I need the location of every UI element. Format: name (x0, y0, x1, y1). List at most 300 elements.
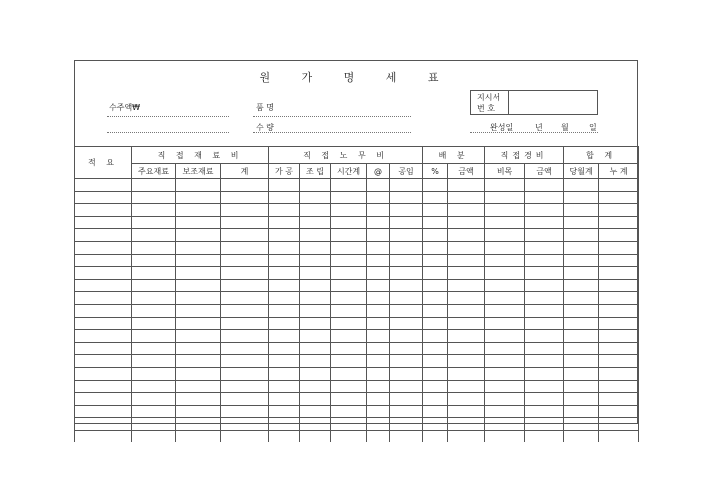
table-cell (132, 355, 176, 368)
table-cell (75, 342, 132, 355)
completion-date-line (470, 132, 598, 133)
table-cell (221, 292, 269, 305)
table-cell (176, 204, 221, 217)
table-cell (423, 191, 448, 204)
table-cell (221, 330, 269, 343)
table-cell (132, 304, 176, 317)
table-cell (423, 405, 448, 418)
table-cell (331, 191, 367, 204)
table-cell (485, 405, 525, 418)
table-cell (176, 317, 221, 330)
table-cell (599, 292, 639, 305)
table-cell (525, 418, 564, 431)
table-cell (132, 241, 176, 254)
quantity-line (253, 132, 411, 133)
summary-header: 적 요 (75, 147, 132, 179)
table-cell (525, 304, 564, 317)
table-cell (300, 179, 331, 192)
table-cell (390, 430, 423, 442)
table-cell (525, 380, 564, 393)
table-cell (75, 179, 132, 192)
table-cell (221, 342, 269, 355)
table-cell (423, 254, 448, 267)
column-header: 보조재료 (176, 164, 221, 179)
table-cell (525, 191, 564, 204)
table-cell (331, 304, 367, 317)
table-cell (423, 292, 448, 305)
table-cell (423, 229, 448, 242)
table-cell (423, 355, 448, 368)
table-cell (525, 179, 564, 192)
table-cell (564, 229, 599, 242)
number-label: 번 호 (477, 104, 495, 113)
table-cell (564, 292, 599, 305)
table-row (75, 191, 639, 204)
table-cell (448, 216, 485, 229)
table-cell (485, 204, 525, 217)
table-cell (221, 204, 269, 217)
table-cell (221, 304, 269, 317)
table-cell (75, 330, 132, 343)
table-cell (423, 279, 448, 292)
table-cell (367, 254, 390, 267)
table-cell (564, 418, 599, 431)
table-cell (331, 418, 367, 431)
table-row (75, 342, 639, 355)
table-cell (75, 279, 132, 292)
table-cell (448, 292, 485, 305)
table-cell (485, 430, 525, 442)
column-header: 주요재료 (132, 164, 176, 179)
table-cell (331, 405, 367, 418)
table-cell (331, 254, 367, 267)
table-cell (75, 355, 132, 368)
table-cell (269, 179, 300, 192)
table-row (75, 330, 639, 343)
table-cell (132, 229, 176, 242)
table-cell (485, 330, 525, 343)
table-cell (132, 216, 176, 229)
table-cell (525, 279, 564, 292)
table-cell (132, 430, 176, 442)
column-header: 금액 (448, 164, 485, 179)
instruction-number-box (470, 90, 598, 115)
table-cell (221, 380, 269, 393)
table-cell (390, 229, 423, 242)
table-cell (75, 292, 132, 305)
table-cell (331, 279, 367, 292)
table-cell (485, 191, 525, 204)
allocation-header: 배 분 (423, 147, 485, 164)
table-cell (564, 279, 599, 292)
table-cell (423, 179, 448, 192)
table-cell (599, 330, 639, 343)
table-cell (485, 355, 525, 368)
table-cell (300, 279, 331, 292)
table-row (75, 355, 639, 368)
table-cell (176, 229, 221, 242)
table-cell (423, 304, 448, 317)
table-cell (599, 216, 639, 229)
table-cell (331, 216, 367, 229)
table-row (75, 229, 639, 242)
table-cell (221, 254, 269, 267)
table-cell (331, 367, 367, 380)
table-cell (390, 367, 423, 380)
table-cell (269, 267, 300, 280)
table-cell (269, 254, 300, 267)
table-cell (390, 418, 423, 431)
table-cell (176, 304, 221, 317)
table-cell (269, 317, 300, 330)
table-cell (269, 393, 300, 406)
table-cell (485, 317, 525, 330)
table-cell (525, 355, 564, 368)
table-cell (367, 380, 390, 393)
table-cell (485, 367, 525, 380)
table-row (75, 317, 639, 330)
cost-statement-form (74, 60, 638, 424)
table-cell (132, 317, 176, 330)
year-label: 년 (535, 123, 543, 132)
table-cell (221, 179, 269, 192)
table-cell (367, 342, 390, 355)
table-cell (367, 393, 390, 406)
table-row (75, 304, 639, 317)
table-cell (269, 279, 300, 292)
table-cell (367, 241, 390, 254)
table-cell (221, 216, 269, 229)
table-cell (525, 254, 564, 267)
table-cell (564, 317, 599, 330)
table-cell (331, 330, 367, 343)
product-name-line (253, 116, 411, 117)
table-cell (75, 380, 132, 393)
table-cell (525, 430, 564, 442)
table-cell (423, 367, 448, 380)
table-cell (390, 317, 423, 330)
table-cell (564, 430, 599, 442)
table-cell (485, 279, 525, 292)
table-cell (564, 304, 599, 317)
table-cell (448, 179, 485, 192)
table-cell (485, 393, 525, 406)
table-cell (75, 430, 132, 442)
table-cell (423, 342, 448, 355)
table-cell (448, 380, 485, 393)
table-cell (300, 191, 331, 204)
table-cell (221, 405, 269, 418)
table-cell (269, 229, 300, 242)
table-row (75, 380, 639, 393)
table-cell (525, 204, 564, 217)
table-cell (176, 279, 221, 292)
table-cell (176, 254, 221, 267)
table-cell (525, 405, 564, 418)
table-cell (367, 367, 390, 380)
table-cell (75, 405, 132, 418)
table-cell (132, 267, 176, 280)
table-cell (176, 355, 221, 368)
table-cell (485, 216, 525, 229)
table-cell (599, 430, 639, 442)
table-cell (221, 355, 269, 368)
table-cell (331, 241, 367, 254)
table-cell (300, 342, 331, 355)
table-row (75, 292, 639, 305)
column-header: 공임 (390, 164, 423, 179)
table-cell (176, 241, 221, 254)
completion-date-label: 완성일 (490, 123, 514, 132)
table-cell (599, 279, 639, 292)
table-cell (269, 405, 300, 418)
table-cell (390, 191, 423, 204)
table-cell (300, 304, 331, 317)
table-cell (300, 292, 331, 305)
table-cell (599, 267, 639, 280)
table-cell (599, 229, 639, 242)
table-cell (75, 216, 132, 229)
table-cell (367, 267, 390, 280)
table-cell (75, 393, 132, 406)
table-cell (390, 405, 423, 418)
table-row (75, 179, 639, 192)
table-cell (564, 393, 599, 406)
column-header: 조 립 (300, 164, 331, 179)
table-cell (269, 380, 300, 393)
table-cell (564, 204, 599, 217)
order-amount-line-2 (107, 132, 229, 133)
table-cell (132, 279, 176, 292)
quantity-label: 수 량 (256, 123, 274, 132)
table-cell (390, 204, 423, 217)
table-cell (75, 254, 132, 267)
table-cell (448, 317, 485, 330)
table-cell (221, 430, 269, 442)
table-cell (300, 267, 331, 280)
table-cell (367, 191, 390, 204)
table-row (75, 204, 639, 217)
table-cell (331, 317, 367, 330)
table-cell (269, 355, 300, 368)
table-cell (564, 254, 599, 267)
table-cell (564, 241, 599, 254)
table-cell (331, 355, 367, 368)
table-cell (331, 267, 367, 280)
table-cell (75, 418, 132, 431)
table-cell (176, 191, 221, 204)
table-cell (423, 204, 448, 217)
table-cell (599, 241, 639, 254)
table-cell (448, 279, 485, 292)
table-cell (485, 267, 525, 280)
table-cell (331, 430, 367, 442)
table-row (75, 405, 639, 418)
table-cell (423, 241, 448, 254)
table-cell (423, 330, 448, 343)
table-cell (300, 330, 331, 343)
table-cell (300, 216, 331, 229)
table-cell (300, 430, 331, 442)
table-cell (599, 405, 639, 418)
table-cell (448, 430, 485, 442)
table-row (75, 393, 639, 406)
table-cell (300, 254, 331, 267)
table-cell (221, 191, 269, 204)
table-cell (269, 204, 300, 217)
table-cell (75, 367, 132, 380)
table-cell (599, 179, 639, 192)
table-cell (221, 393, 269, 406)
table-cell (390, 216, 423, 229)
table-cell (75, 267, 132, 280)
table-cell (75, 304, 132, 317)
table-cell (448, 342, 485, 355)
table-cell (448, 254, 485, 267)
table-cell (176, 405, 221, 418)
table-cell (132, 393, 176, 406)
table-cell (485, 342, 525, 355)
table-cell (269, 241, 300, 254)
table-cell (176, 330, 221, 343)
column-header: 누 계 (599, 164, 639, 179)
table-cell (485, 254, 525, 267)
table-cell (269, 430, 300, 442)
table-cell (390, 355, 423, 368)
table-cell (367, 216, 390, 229)
table-cell (300, 367, 331, 380)
table-cell (331, 229, 367, 242)
order-amount-label: 수주액₩ (109, 103, 141, 112)
table-row (75, 267, 639, 280)
column-header: 금액 (525, 164, 564, 179)
table-cell (300, 355, 331, 368)
table-cell (599, 204, 639, 217)
table-cell (300, 393, 331, 406)
table-cell (599, 418, 639, 431)
table-cell (525, 292, 564, 305)
table-cell (448, 267, 485, 280)
table-row (75, 254, 639, 267)
table-cell (331, 179, 367, 192)
table-cell (485, 380, 525, 393)
table-cell (599, 380, 639, 393)
table-cell (367, 179, 390, 192)
table-cell (221, 229, 269, 242)
direct-labor-header: 직 접 노 무 비 (269, 147, 423, 164)
table-cell (132, 367, 176, 380)
table-cell (448, 330, 485, 343)
table-cell (448, 355, 485, 368)
table-cell (564, 179, 599, 192)
table-cell (564, 330, 599, 343)
table-cell (300, 204, 331, 217)
table-cell (564, 267, 599, 280)
table-cell (176, 380, 221, 393)
table-cell (448, 304, 485, 317)
table-cell (176, 430, 221, 442)
cost-table (74, 146, 639, 442)
table-cell (423, 430, 448, 442)
table-cell (390, 241, 423, 254)
table-cell (525, 267, 564, 280)
table-cell (221, 267, 269, 280)
table-row (75, 216, 639, 229)
table-cell (300, 418, 331, 431)
total-header: 합 계 (564, 147, 639, 164)
table-cell (75, 241, 132, 254)
table-body (75, 179, 639, 443)
table-cell (221, 279, 269, 292)
column-header: 시간계 (331, 164, 367, 179)
table-cell (367, 418, 390, 431)
table-cell (423, 393, 448, 406)
table-cell (390, 380, 423, 393)
table-cell (390, 330, 423, 343)
table-cell (525, 342, 564, 355)
table-cell (300, 229, 331, 242)
table-cell (331, 393, 367, 406)
table-cell (448, 405, 485, 418)
table-cell (390, 304, 423, 317)
table-cell (132, 405, 176, 418)
table-cell (367, 405, 390, 418)
table-cell (269, 367, 300, 380)
table-cell (269, 292, 300, 305)
table-row (75, 418, 639, 431)
document-title: 원 가 명 세 표 (259, 71, 453, 84)
table-cell (75, 191, 132, 204)
table-row (75, 367, 639, 380)
table-cell (390, 267, 423, 280)
table-cell (269, 330, 300, 343)
table-cell (390, 279, 423, 292)
table-cell (390, 342, 423, 355)
table-cell (75, 204, 132, 217)
order-amount-line (107, 116, 229, 117)
table-cell (367, 279, 390, 292)
table-cell (132, 342, 176, 355)
direct-expense-header: 직접경비 (485, 147, 564, 164)
table-cell (485, 304, 525, 317)
table-row (75, 430, 639, 442)
direct-material-header: 직 접 재 료 비 (132, 147, 269, 164)
table-cell (331, 292, 367, 305)
instruction-label: 지시서 (477, 93, 501, 102)
table-cell (367, 204, 390, 217)
table-cell (221, 317, 269, 330)
table-cell (525, 317, 564, 330)
table-cell (564, 216, 599, 229)
table-cell (132, 380, 176, 393)
table-cell (599, 254, 639, 267)
table-cell (390, 179, 423, 192)
product-name-label: 품 명 (256, 103, 274, 112)
table-cell (132, 292, 176, 305)
table-cell (564, 380, 599, 393)
table-cell (132, 191, 176, 204)
table-cell (269, 418, 300, 431)
table-cell (448, 241, 485, 254)
table-cell (485, 241, 525, 254)
table-cell (448, 204, 485, 217)
table-row (75, 279, 639, 292)
table-cell (390, 254, 423, 267)
table-cell (75, 317, 132, 330)
table-cell (269, 304, 300, 317)
table-cell (176, 216, 221, 229)
table-cell (75, 229, 132, 242)
